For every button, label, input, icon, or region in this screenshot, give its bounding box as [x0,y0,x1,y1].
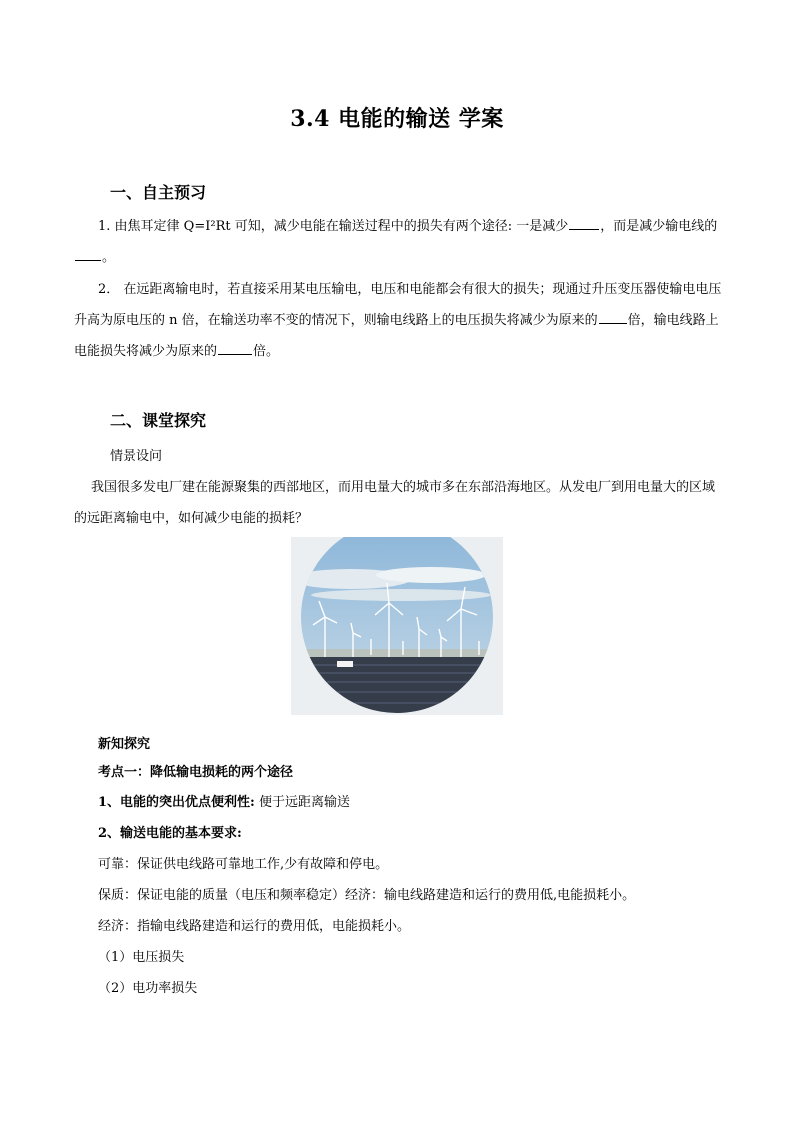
question-1-number: 1. [98,219,111,234]
answer-blank[interactable] [218,340,252,355]
section-heading-preview: 一、自主预习 [110,183,207,202]
answer-blank[interactable] [569,215,599,230]
question-2-text-a: 在远距离输电时，若直接采用某电压输电，电压和电能都会有很大的损失；现通过升压变压器使输电电压升高为原电压的 n 倍，在输送功率不变的情况下，则输电线路上的电压损失将减少为原来的 [74,282,722,328]
question-1 [74,211,724,273]
question-2-text-b: 倍，输电线路上电能损失将减少为原来的 [74,313,719,359]
question-2 [74,274,724,367]
item-1-text: 便于远距离输送 [259,795,351,810]
answer-blank[interactable] [599,309,627,324]
key-point-1: 考点一：降低输电损耗的两个途径 [98,765,294,780]
section-heading-classroom: 二、课堂探究 [110,411,207,430]
question-1-text-c: 。 [102,250,116,265]
scenario-label: 情景设问 [110,449,163,464]
page-title: 3.4 电能的输送 学案 [290,106,504,132]
new-knowledge-heading: 新知探究 [98,737,151,752]
requirement-economic: 经济：指输电线路建造和运行的费用低，电能损耗小。 [98,919,411,934]
item-1 [98,791,350,810]
item-1-label: 1、电能的突出优点便利性: [98,795,255,810]
loss-type-power: （2）电功率损失 [98,981,198,996]
question-1-text-a: 由焦耳定律 Q=I²Rt 可知，减少电能在输送过程中的损失有两个途径: 一是减少 [114,219,569,234]
answer-blank[interactable] [75,246,101,261]
item-2: 2、输送电能的基本要求: [98,826,242,841]
question-1-text-b: ，而是减少输电线的 [600,219,718,234]
requirement-reliable: 可靠：保证供电线路可靠地工作,少有故障和停电。 [98,857,389,872]
wind-farm-photo [291,537,503,715]
question-2-text-c: 倍。 [253,344,280,359]
requirement-quality: 保质：保证电能的质量（电压和频率稳定）经济：输电线路建造和运行的费用低,电能损耗小。 [98,888,636,903]
question-2-number: 2． [98,282,120,297]
wind-farm-illustration [291,537,503,715]
loss-type-voltage: （1）电压损失 [98,950,185,965]
scenario-question: 我国很多发电厂建在能源聚集的西部地区，而用电量大的城市多在东部沿海地区。从发电厂到用电量大的区域的远距离输电中，如何减少电能的损耗？ [74,480,716,526]
